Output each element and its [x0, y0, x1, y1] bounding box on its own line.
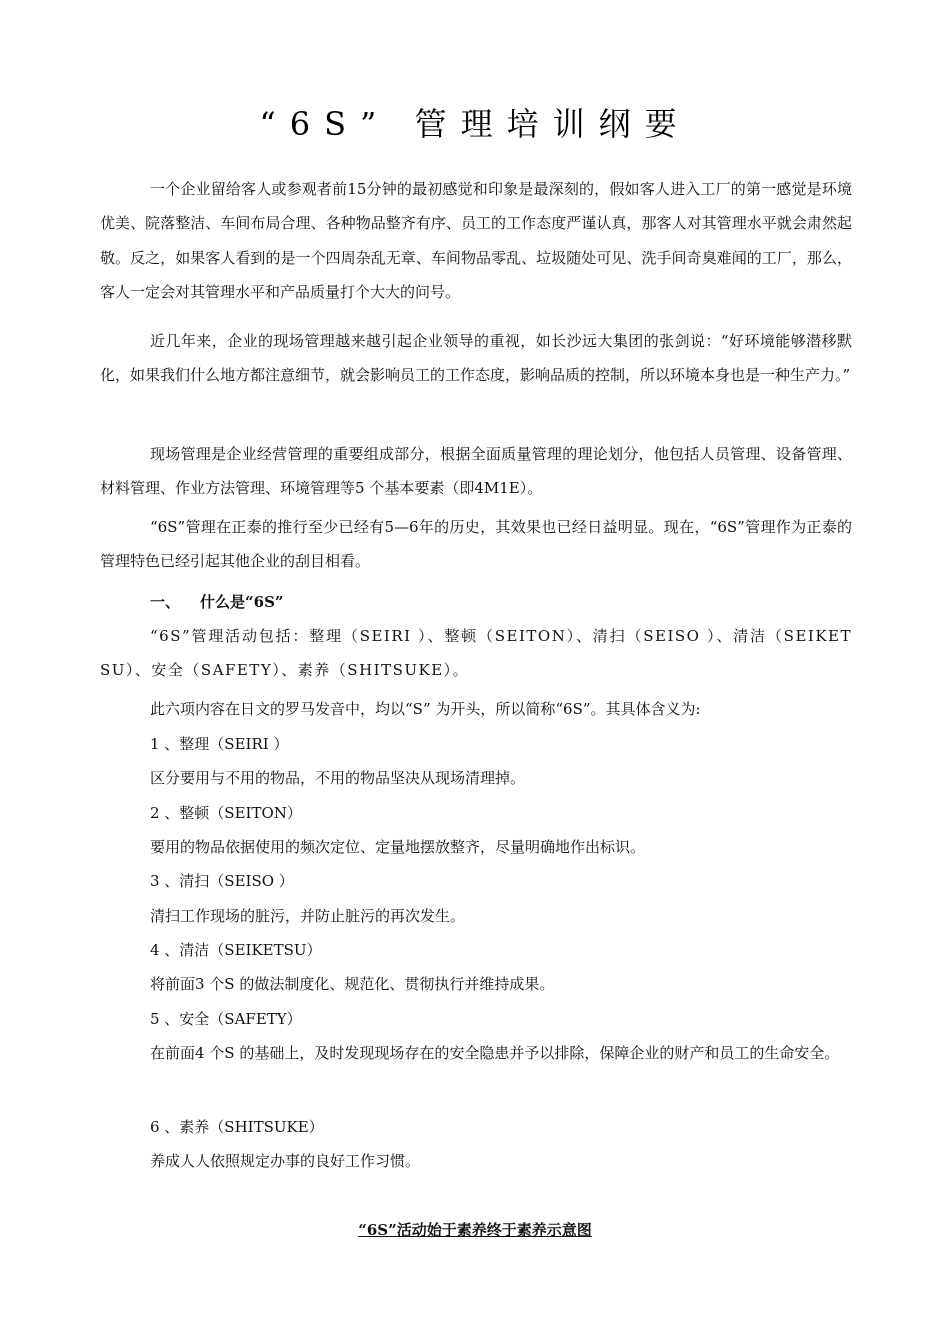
- item-5-desc: 在前面4 个S 的基础上，及时发现现场存在的安全隐患并予以排除，保障企业的财产和员工的生命安全。: [150, 1044, 840, 1062]
- item-6-label: 6 、素养（SHITSUKE）: [150, 1118, 324, 1136]
- section-heading: [150, 585, 852, 619]
- page-title: “6S” 管理培训纲要: [259, 105, 691, 143]
- item-6-desc: 养成人人依照规定办事的良好工作习惯。: [150, 1152, 421, 1170]
- item-3-desc: 清扫工作现场的脏污，并防止脏污的再次发生。: [150, 907, 466, 925]
- item-2-label: 2 、整顿（SEITON）: [150, 804, 302, 822]
- intro-paragraph-2: 近几年来，企业的现场管理越来越引起企业领导的重视，如长沙远大集团的张剑说：“好环境能够潜移默化，如果我们什么地方都注意细节，就会影响员工的工作态度，影响品质的控制，所以环境本身也是一种生产力。”: [100, 332, 852, 385]
- activities-paragraph: “6S”管理活动包括：整理（SEIRI ）、整顿（SEITON）、清扫（SEISO ）、清洁（SEIKETSU）、安全（SAFETY）、素养（SHITSUKE）。: [100, 627, 852, 680]
- intro-paragraph-4: “6S”管理在正泰的推行至少已经有5—6年的历史，其效果也已经日益明显。现在，“6S”管理作为正泰的管理特色已经引起其他企业的刮目相看。: [100, 518, 852, 571]
- item-4-label: 4 、清洁（SEIKETSU）: [150, 941, 322, 959]
- item-1-label: 1 、整理（SEIRI ）: [150, 735, 289, 753]
- item-4-desc: 将前面3 个S 的做法制度化、规范化、贯彻执行并维持成果。: [150, 975, 555, 993]
- section-number: 一、: [150, 593, 181, 611]
- intro-paragraph-1: 一个企业留给客人或参观者前15分钟的最初感觉和印象是最深刻的，假如客人进入工厂的第一感觉是环境优美、院落整洁、车间布局合理、各种物品整齐有序、员工的工作态度严谨认真，那客人对其管理水平就会肃然起敬。反之，如果客人看到的是一个四周杂乱无章、车间物品零乱、垃圾随处可见、洗手间奇臭难闻的工厂，那么，客人一定会对其管理水平和产品质量打个大大的问号。: [100, 180, 852, 302]
- figure-caption: “6S”活动始于素养终于素养示意图: [358, 1221, 592, 1239]
- item-5-label: 5 、安全（SAFETY）: [150, 1010, 302, 1028]
- item-1-desc: 区分要用与不用的物品，不用的物品坚决从现场清理掉。: [150, 769, 526, 787]
- item-2-desc: 要用的物品依据使用的频次定位、定量地摆放整齐，尽量明确地作出标识。: [150, 838, 646, 856]
- explanation-line: 此六项内容在日文的罗马发音中，均以“S” 为开头，所以简称“6S”。其具体含义为:: [150, 700, 701, 718]
- intro-paragraph-3: 现场管理是企业经营管理的重要组成部分，根据全面质量管理的理论划分，他包括人员管理、设备管理、材料管理、作业方法管理、环境管理等5 个基本要素（即4M1E）。: [100, 445, 852, 498]
- item-3-label: 3 、清扫（SEISO ）: [150, 872, 294, 890]
- section-heading-text: 什么是“6S”: [200, 593, 284, 611]
